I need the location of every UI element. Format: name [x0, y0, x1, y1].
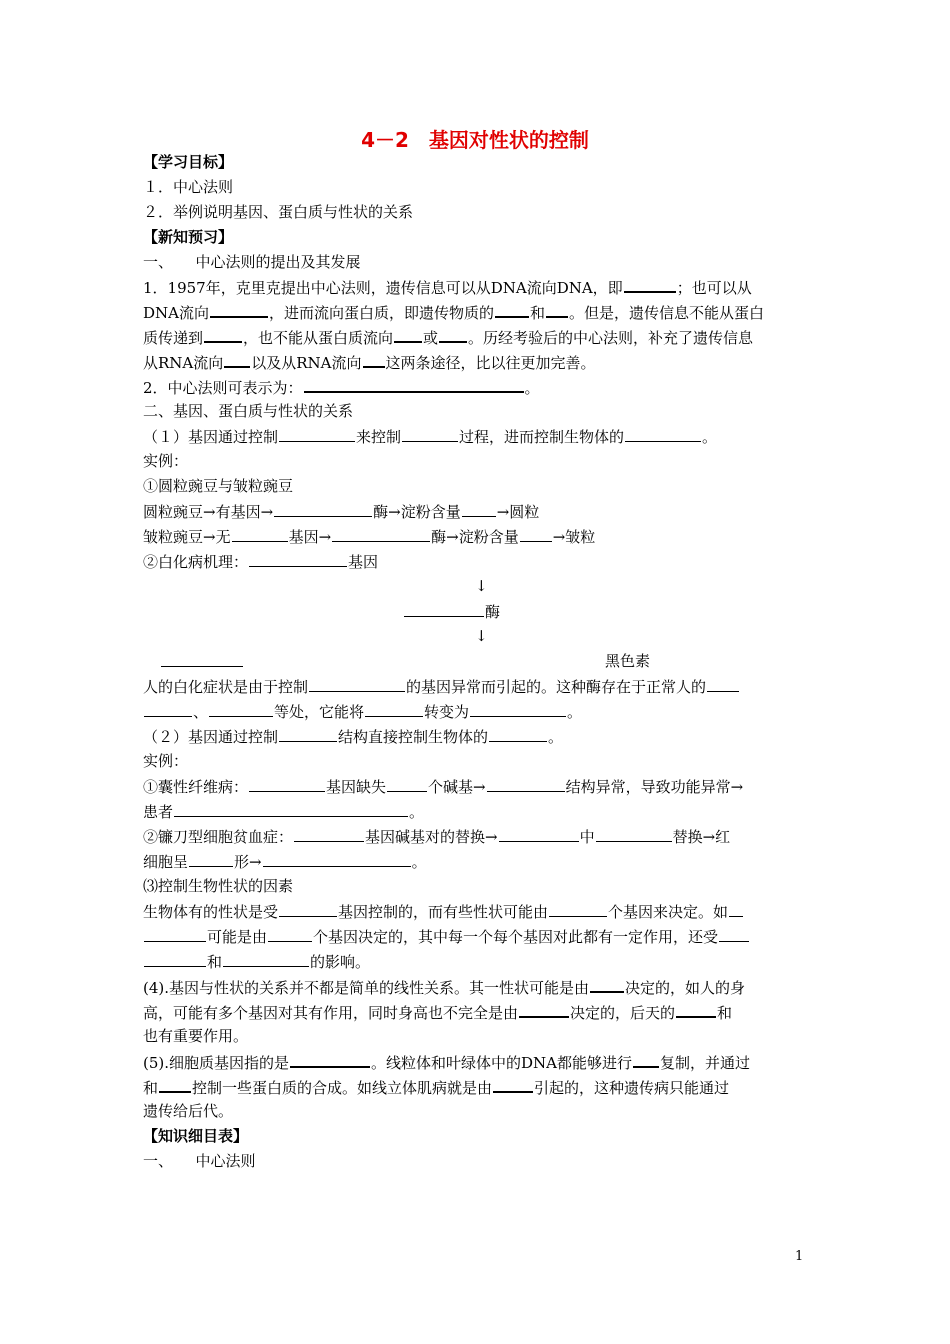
arrow-down-icon: ↓: [475, 577, 488, 595]
section-learning-goals: 【学习目标】: [143, 153, 234, 171]
section-detail-table: 【知识细目表】: [143, 1127, 249, 1145]
paragraph-line: 酶: [403, 601, 500, 622]
blank: [279, 901, 337, 917]
blank: [462, 501, 496, 517]
blank: [204, 326, 242, 343]
paragraph-line: 人的白化症状是由于控制 的基因异常而引起的。这种酶存在于正常人的: [143, 676, 813, 697]
page-title: 4－2 基因对性状的控制: [361, 128, 589, 152]
paragraph-line: 圆粒豌豆→有基因→ 酶→淀粉含量 →圆粒: [143, 503, 540, 521]
paragraph-line: 质传递到 ，也不能从蛋白质流向 或 。历经考验后的中心法则，补充了遗传信息: [143, 326, 813, 348]
blank: [719, 926, 749, 942]
paragraph-line: DNA流向 ，进而流向蛋白质，即遗传物质的 和 。但是，遗传信息不能从蛋白: [143, 301, 813, 323]
example-label: 实例：: [143, 452, 189, 470]
blank: [365, 701, 423, 717]
blank: [546, 301, 568, 318]
paragraph-line: 患者 。: [143, 803, 425, 821]
blank: [279, 426, 355, 442]
blank: [223, 951, 309, 967]
blank: [294, 826, 364, 842]
blank: [210, 301, 268, 318]
blank: [633, 1051, 659, 1068]
blank: [363, 351, 385, 368]
blank: [268, 926, 312, 942]
paragraph-line: 1．1957年，克里克提出中心法则，遗传信息可以从DNA流向DNA，即 ；也可以从: [143, 276, 813, 298]
goal-1: １．中心法则: [143, 178, 234, 196]
blank: [159, 1076, 191, 1093]
blank: [625, 426, 701, 442]
blank: [232, 526, 288, 542]
blank: [520, 526, 552, 542]
blank: [309, 676, 405, 692]
blank: [402, 426, 458, 442]
blank: [729, 901, 743, 917]
melanin-label: 黑色素: [605, 652, 651, 670]
blank: [499, 826, 579, 842]
blank: [519, 1001, 569, 1018]
blank: [549, 901, 607, 917]
arrow-down-icon: ↓: [475, 627, 488, 645]
heading-gene-protein-trait: 二、基因、蛋白质与性状的关系: [143, 402, 354, 420]
page-number: 1: [795, 1249, 804, 1264]
blank: [707, 676, 739, 692]
blank: [489, 726, 547, 742]
paragraph-line: (4).基因与性状的关系并不都是简单的线性关系。其一性状可能是由 决定的，如人的身: [143, 976, 813, 998]
paragraph-line: ②白化病机理： 基因: [143, 553, 379, 571]
heading-factors: ⑶控制生物性状的因素: [143, 877, 294, 895]
paragraph-line: ②镰刀型细胞贫血症： 基因碱基对的替换→ 中 替换→红: [143, 828, 731, 846]
paragraph-line: 可能是由 个基因决定的，其中每一个每个基因对此都有一定作用，还受: [143, 926, 813, 947]
blank: [144, 701, 192, 717]
blank: [249, 776, 325, 792]
blank: [161, 651, 243, 667]
paragraph-line: 遗传给后代。: [143, 1102, 234, 1120]
blank: [209, 701, 273, 717]
blank: [590, 976, 624, 993]
heading-central-dogma-2: 一、 中心法则: [143, 1152, 256, 1170]
paragraph-line: 生物体有的性状是受 基因控制的，而有些性状可能由 个基因来决定。如: [143, 901, 813, 922]
goal-2: ２．举例说明基因、蛋白质与性状的关系: [143, 203, 414, 221]
paragraph-line: 、 等处，它能将 转变为 。: [143, 701, 813, 722]
blank: [174, 801, 408, 817]
blank: [290, 1051, 370, 1068]
blank: [144, 951, 206, 967]
blank: [144, 926, 206, 942]
paragraph-line: 皱粒豌豆→无 基因→ 酶→淀粉含量 →皱粒: [143, 528, 596, 546]
paragraph-line: （１）基因通过控制 来控制 过程，进而控制生物体的 。: [143, 428, 718, 446]
blank: [274, 501, 372, 517]
paragraph-line: [160, 651, 244, 672]
blank: [404, 601, 484, 617]
section-preview: 【新知预习】: [143, 228, 234, 246]
blank: [493, 1076, 533, 1093]
blank: [189, 851, 233, 867]
heading-central-dogma: 一、 中心法则的提出及其发展: [143, 253, 361, 271]
example-pea: ①圆粒豌豆与皱粒豌豆: [143, 477, 294, 495]
paragraph-line: (5).细胞质基因指的是 。线粒体和叶绿体中的DNA都能够进行 复制，并通过: [143, 1051, 813, 1073]
paragraph-line: 从RNA流向 以及从RNA流向 这两条途径，比以往更加完善。: [143, 351, 813, 373]
example-label: 实例：: [143, 752, 189, 770]
blank: [387, 776, 427, 792]
paragraph-line: 和 的影响。: [143, 951, 813, 972]
blank: [676, 1001, 716, 1018]
blank: [624, 276, 676, 293]
blank: [495, 301, 529, 318]
paragraph-line: 和 控制一些蛋白质的合成。如线立体肌病就是由 引起的，这种遗传病只能通过: [143, 1076, 813, 1098]
blank: [596, 826, 672, 842]
blank: [470, 701, 566, 717]
blank: [224, 351, 250, 368]
paragraph-line: （２）基因通过控制 结构直接控制生物体的 。: [143, 728, 564, 746]
blank: [263, 851, 411, 867]
blank: [439, 326, 467, 343]
paragraph-line: 也有重要作用。: [143, 1027, 249, 1045]
blank: [279, 726, 337, 742]
paragraph-line: 高，可能有多个基因对其有作用，同时身高也不完全是由 决定的，后天的 和: [143, 1001, 813, 1023]
paragraph-line: 2．中心法则可表示为： 。: [143, 376, 813, 398]
blank: [394, 326, 422, 343]
paragraph-line: ①囊性纤维病： 基因缺失 个碱基→ 结构异常，导致功能异常→: [143, 778, 744, 796]
blank: [249, 551, 347, 567]
paragraph-line: 细胞呈 形→ 。: [143, 853, 427, 871]
blank: [304, 376, 524, 393]
blank: [487, 776, 565, 792]
blank: [332, 526, 430, 542]
